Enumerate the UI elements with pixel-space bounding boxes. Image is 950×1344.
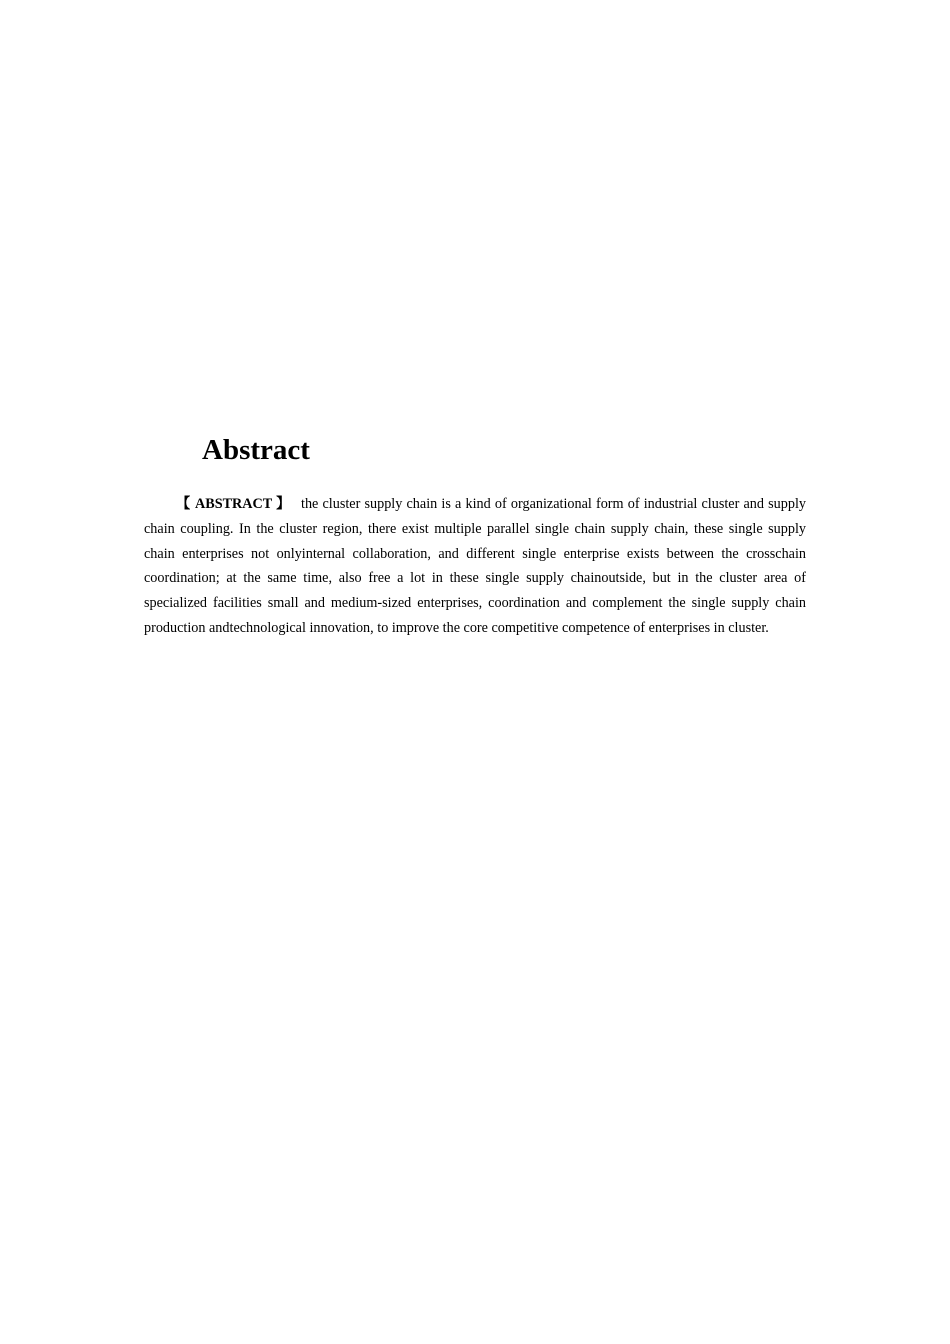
abstract-label: 【 ABSTRACT 】 — [176, 496, 291, 512]
abstract-heading: Abstract — [202, 434, 310, 466]
abstract-paragraph — [144, 492, 806, 641]
abstract-text: the cluster supply chain is a kind of organizational form of industrial cluster and supply chain coupling. In the cluster region, there exist multiple parallel single chain supply chain, these single supply chain enterprises not onlyinternal collaboration, and different single enterprise exists between the crosschain coordination; at the same time, also free a lot in these single supply chainoutside, but in the cluster area of specialized facilities small and medium-sized enterprises, coordination and complement the single supply chain production andtechnological innovation, to improve the core competitive competence of enterprises in cluster. — [144, 496, 806, 636]
